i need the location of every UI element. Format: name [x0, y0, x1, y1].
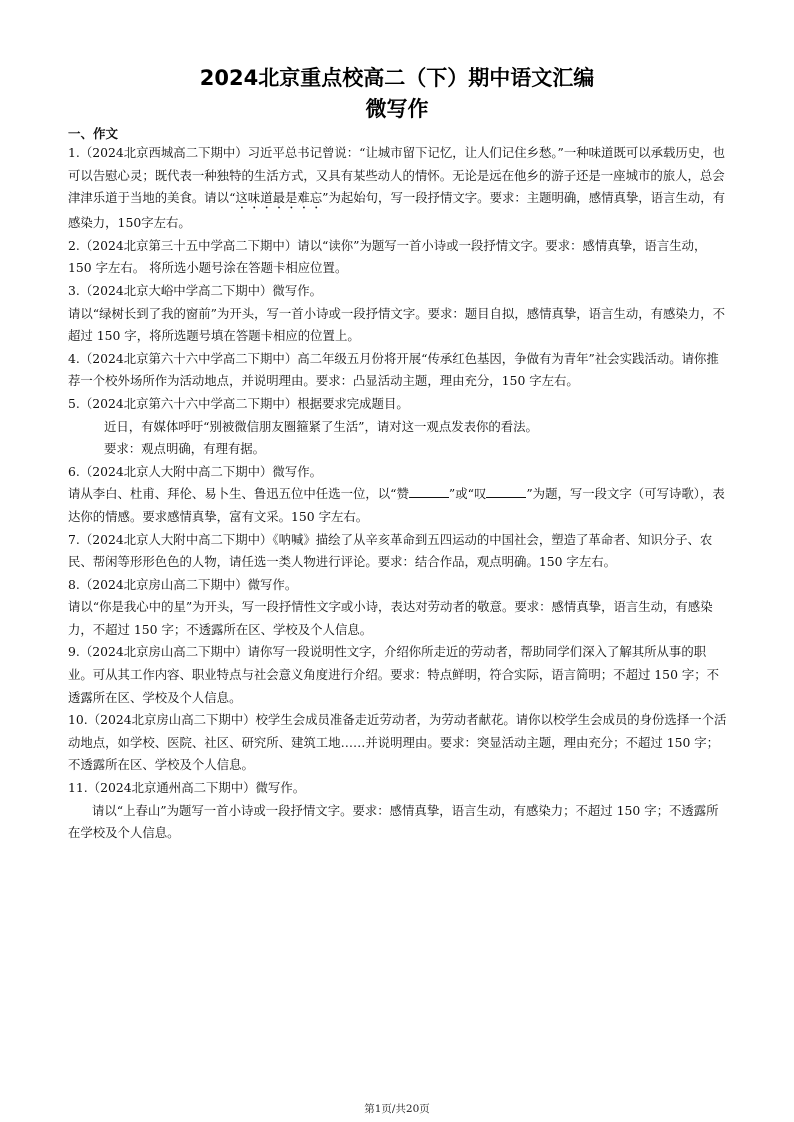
question-11-body: 请以“上春山”为题写一首小诗或一段抒情文字。要求：感情真挚，语言生动，有感染力；不超过 150 字；不透露所在学校及个人信息。: [68, 802, 719, 841]
question-1-text-b: ”为起始句，写一段抒情文字。要求：主题明确，感情真挚，语言生动，有感染力，150字左右。: [68, 190, 725, 231]
question-10: 10.（2024北京房山高二下期中）校学生会成员准备走近劳动者，为劳动者献花。请你以校学生会成员的身份选择一个活动地点，如学校、医院、社区、研究所、建筑工地……并说明理由。要求：突显活动主题，理由充分；不超过 150 字；不透露所在区、学校及个人信息。: [68, 712, 727, 773]
question-9: 9.（2024北京房山高二下期中）请你写一段说明性文字，介绍你所走近的劳动者，帮助同学们深入了解其所从事的职业。可从其工作内容、职业特点与社会意义角度进行介绍。要求：特点鲜明，符合实际，语言简明；不超过 150 字；不透露所在区、学校及个人信息。: [68, 644, 720, 705]
question-5-requirement: 要求：观点明确，有理有据。: [104, 441, 266, 457]
question-6-text-b: ”或“叹: [448, 486, 487, 502]
question-8-body: 请以“你是我心中的星”为开头，写一段抒情性文字或小诗，表达对劳动者的敬意。要求：感情真挚，语言生动，有感染力，不超过 150 字；不透露所在区、学校及个人信息。: [68, 599, 713, 637]
question-7: 7.（2024北京人大附中高二下期中）《呐喊》描绘了从辛亥革命到五四运动的中国社会，塑造了革命者、知识分子、农民、帮闲等形形色色的人物，请任选一类人物进行评论。要求：结合作品，观点明确。150 字左右。: [68, 531, 713, 570]
document-title: 2024北京重点校高二（下）期中语文汇编: [199, 66, 595, 90]
question-5-heading: 5.（2024北京第六十六中学高二下期中）根据要求完成题目。: [68, 395, 409, 411]
question-8-heading: 8.（2024北京房山高二下期中）微写作。: [68, 576, 298, 592]
question-6-text-c: ”为题，写一段文字（可写诗歌），表达你的情感。要求感情真挚，富有文采。150 字左右。: [68, 486, 725, 524]
page-footer: 第1页/共20页: [364, 1103, 430, 1115]
question-2: 2.（2024北京第三十五中学高二下期中）请以“读你”为题写一首小诗或一段抒情文字。要求：感情真挚，语言生动，150 字左右。 将所选小题号涂在答题卡相应位置。: [68, 237, 707, 276]
document-subtitle: 微写作: [365, 97, 429, 121]
question-6-body: [68, 483, 728, 528]
section-heading: 一、作文: [68, 126, 119, 141]
question-5-prompt: 近日，有媒体呼吁“别被微信朋友圈箍紧了生活”，请对这一观点发表你的看法。: [104, 418, 538, 434]
question-1-text-a: 1.（2024北京西城高二下期中）习近平总书记曾说：“让城市留下记忆，让人们记住乡愁。”一种味道既可以承载历史，也可以告慰心灵；既代表一种独特的生活方式，又具有某些动人的情怀。无论是远在他乡的游子还是一座城市的旅人，总会津津乐道于当地的美食。请以“: [68, 145, 725, 206]
question-3-heading: 3.（2024北京大峪中学高二下期中）微写作。: [68, 282, 322, 298]
question-1-emphasis: 这味道最是难忘: [235, 190, 323, 206]
question-11-heading: 11.（2024北京通州高二下期中）微写作。: [68, 780, 306, 796]
question-3-body: 请以“绿树长到了我的窗前”为开头，写一首小诗或一段抒情文字。要求：题目自拟，感情真挚，语言生动，有感染力，不超过 150 字，将所选题号填在答题卡相应的位置上。: [68, 305, 725, 344]
question-list: [68, 142, 728, 845]
question-4: 4.（2024北京第六十六中学高二下期中）高二年级五月份将开展“传承红色基因，争做有为青年”社会实践活动。请你推荐一个校外场所作为活动地点，并说明理由。要求：凸显活动主题，理由充分，150 字左右。: [68, 350, 719, 389]
question-1: [68, 142, 728, 235]
blank-line: [486, 485, 526, 498]
blank-line: [409, 485, 449, 498]
question-6-heading: 6.（2024北京人大附中高二下期中）微写作。: [68, 463, 322, 479]
question-6-text-a: 请从李白、杜甫、拜伦、易卜生、鲁迅五位中任选一位，以“赞: [68, 486, 409, 502]
